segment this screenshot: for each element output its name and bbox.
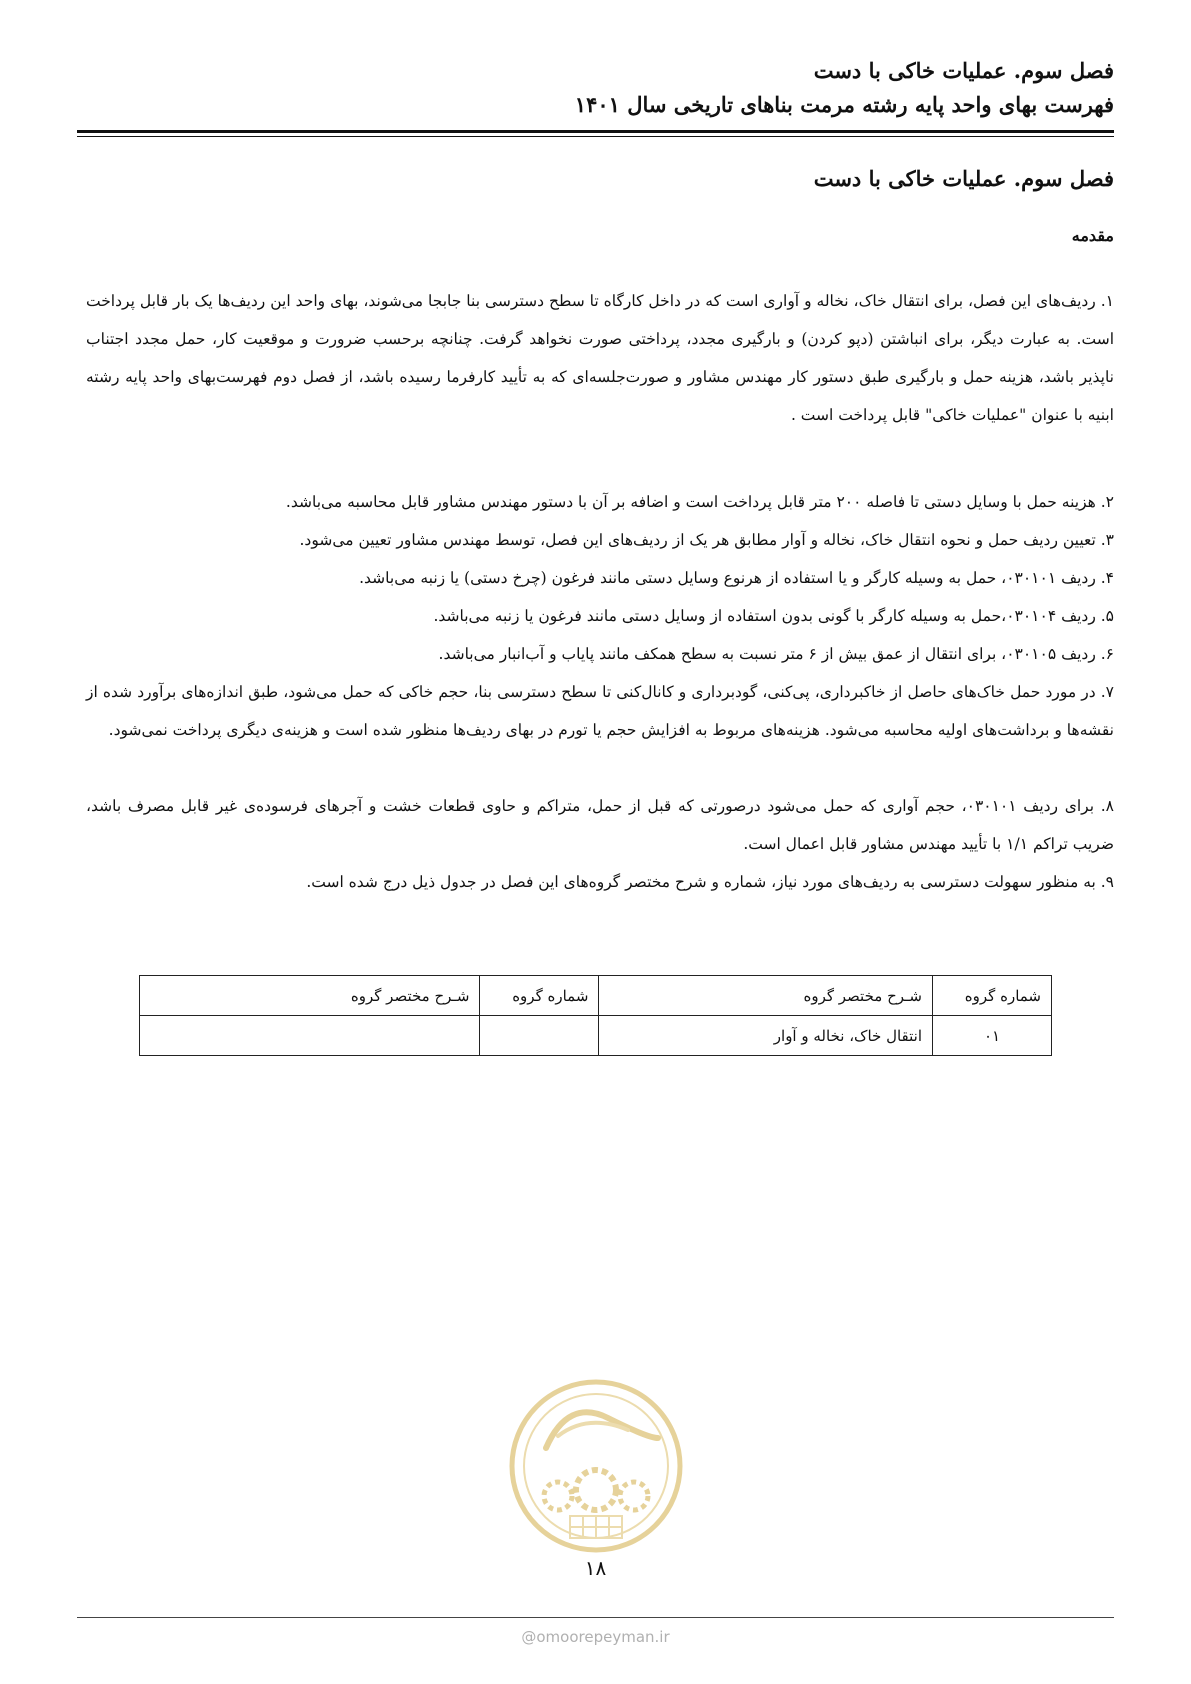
- table-cell-group-description: [140, 1016, 480, 1056]
- paragraph-3: ۳. تعیین ردیف حمل و نحوه انتقال خاک، نخاله و آوار مطابق هر یک از ردیف‌های این فصل، توسط مهندس مشاور تعیین می‌شود.: [299, 531, 1114, 549]
- paragraph-5: ۵. ردیف ۰۳۰۱۰۴،حمل به وسیله کارگر با گونی بدون استفاده از وسایل دستی مانند فرغون یا زنبه می‌باشد.: [433, 607, 1114, 625]
- paragraph-7: ۷. در مورد حمل خاک‌های حاصل از خاکبرداری، پی‌کنی، گودبرداری و کانال‌کنی تا سطح دسترسی بنا، حجم خاکی که حمل می‌شود، طبق اندازه‌های برآورد شده از نقشه‌ها و برداشت‌های اولیه محاسبه می‌شود. هزینه‌های مربوط به افزایش حجم یا تورم در بهای ردیف‌ها منظور شده است و هزینه‌ی دیگری پرداخت نمی‌شود.: [86, 683, 1114, 739]
- table-header-cell: شـرح مختصر گروه: [599, 976, 933, 1016]
- groups-table: [139, 975, 1052, 1056]
- header-chapter-title: فصل سوم. عملیات خاکی با دست: [813, 58, 1114, 83]
- paragraph-8: ۸. برای ردیف ۰۳۰۱۰۱، حجم آواری که حمل می‌شود درصورتی که قبل از حمل، متراکم و حاوی قطعات خشت و آجرهای فرسوده‌ی غیر قابل مصرف باشد، ضریب تراکم ۱/۱ با تأیید مهندس مشاور قابل اعمال است.: [86, 797, 1114, 853]
- paragraph-6: ۶. ردیف ۰۳۰۱۰۵، برای انتقال از عمق بیش از ۶ متر نسبت به سطح همکف مانند پایاب و آب‌انبار می‌باشد.: [438, 645, 1114, 663]
- table-header-cell: شماره گروه: [933, 976, 1052, 1016]
- header-rule-thin: [77, 136, 1114, 137]
- watermark-seal-icon: [508, 1378, 684, 1554]
- running-header: [77, 54, 1114, 122]
- section-title-introduction: مقدمه: [1071, 226, 1114, 245]
- chapter-title: فصل سوم. عملیات خاکی با دست: [813, 166, 1114, 191]
- footer-rule: [77, 1617, 1114, 1618]
- paragraph-2: ۲. هزینه حمل با وسایل دستی تا فاصله ۲۰۰ متر قابل پرداخت است و اضافه بر آن با دستور مهندس مشاور قابل محاسبه می‌باشد.: [285, 493, 1114, 511]
- table-cell-group-description: انتقال خاک، نخاله و آوار: [599, 1016, 933, 1056]
- table-row: [140, 1016, 1052, 1056]
- table-header-row: [140, 976, 1052, 1016]
- page-number: ۱۸: [584, 1556, 607, 1580]
- header-rule-thick: [77, 130, 1114, 133]
- table-cell-group-number: ۰۱: [933, 1016, 1052, 1056]
- table-cell-group-number: [480, 1016, 599, 1056]
- footer-watermark-url: @omoorepeyman.ir: [521, 1628, 670, 1646]
- table-header-cell: شـرح مختصر گروه: [140, 976, 480, 1016]
- paragraph-4: ۴. ردیف ۰۳۰۱۰۱، حمل به وسیله کارگر و یا استفاده از هرنوع وسایل دستی مانند فرغون (چرخ دستی) یا زنبه می‌باشد.: [359, 569, 1114, 587]
- header-document-title: فهرست بهای واحد پایه رشته مرمت بناهای تاریخی سال ۱۴۰۱: [574, 92, 1114, 117]
- table-header-cell: شماره گروه: [480, 976, 599, 1016]
- paragraph-1: ۱. ردیف‌های این فصل، برای انتقال خاک، نخاله و آواری است که در داخل کارگاه تا سطح دسترسی بنا جابجا می‌شوند، بهای واحد این ردیف‌ها یک بار قابل پرداخت است. به عبارت دیگر، برای انباشتن (دپو کردن) و بارگیری مجدد، پرداختی صورت نخواهد گرفت. چنانچه برحسب ضرورت و موقعیت کار، حمل مجدد اجتناب ناپذیر باشد، هزینه حمل و بارگیری طبق دستور کار مهندس مشاور و صورت‌جلسه‌ای که به تأیید کارفرما رسیده باشد، از فصل دوم فهرست‌بهای واحد پایه رشته ابنیه با عنوان "عملیات خاکی" قابل پرداخت است .: [86, 292, 1114, 424]
- paragraph-9: ۹. به منظور سهولت دسترسی به ردیف‌های مورد نیاز، شماره و شرح مختصر گروه‌های این فصل در جدول ذیل درج شده است.: [306, 873, 1114, 891]
